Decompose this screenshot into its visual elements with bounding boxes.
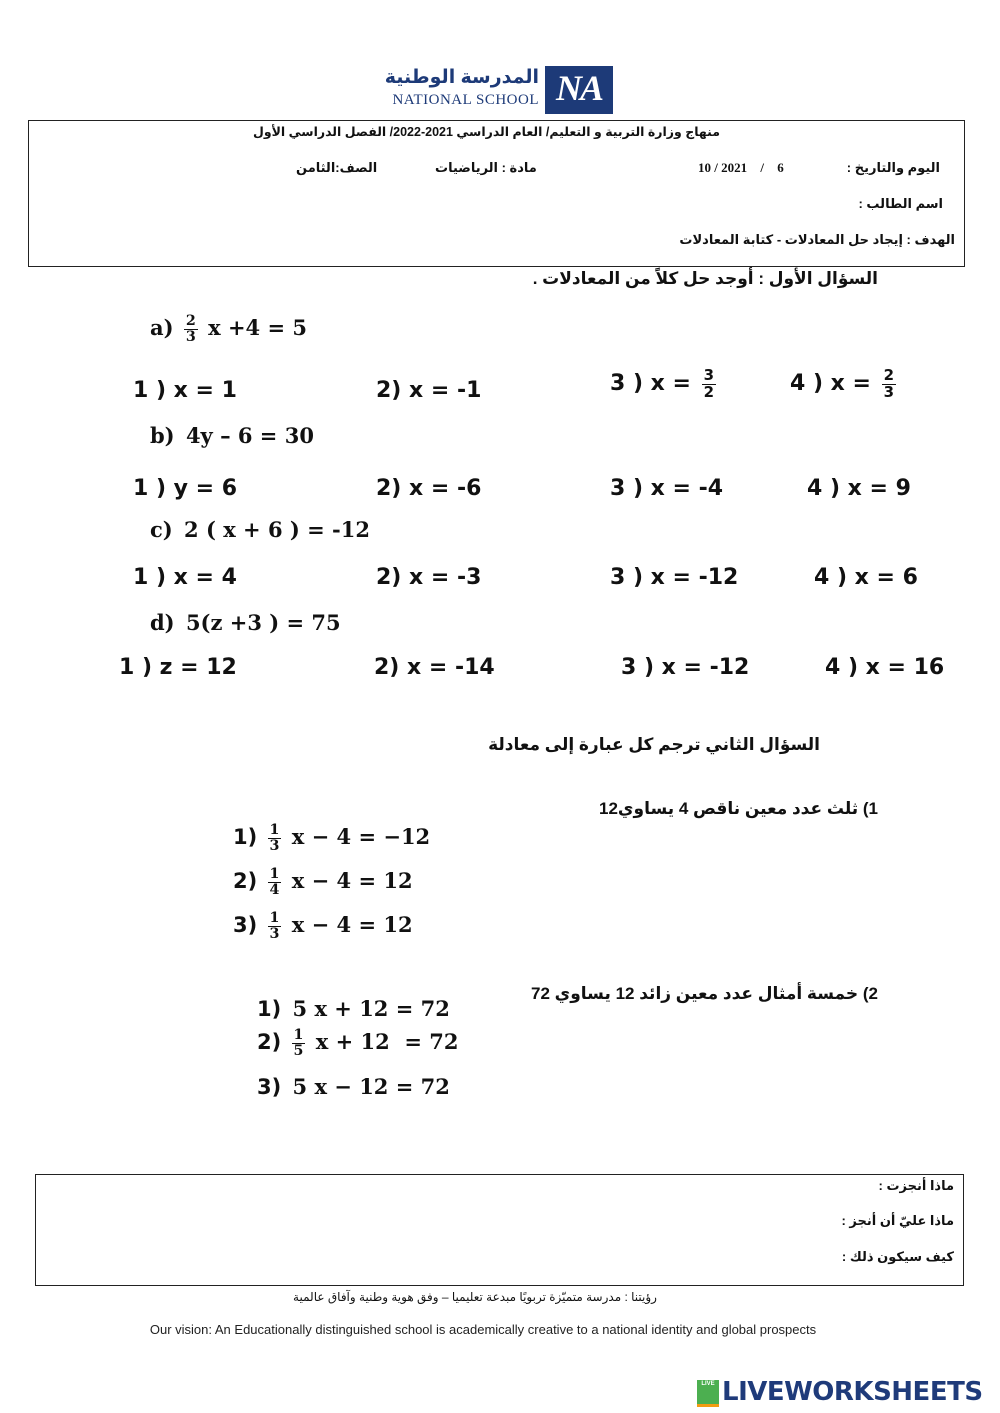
- reflection-box: [35, 1174, 964, 1286]
- reflection-todo: ماذا عليّ أن أنجز :: [841, 1213, 954, 1228]
- q1d-option-1[interactable]: 1 ) z = 12: [119, 655, 237, 680]
- q1a-fraction: [184, 314, 198, 345]
- q1c-equation: [150, 517, 370, 542]
- brand-badge: LIVE: [697, 1380, 719, 1407]
- q1c-option-1[interactable]: 1 ) x = 4: [133, 565, 237, 590]
- date-separator: /: [760, 160, 764, 175]
- q1b-option-1[interactable]: 1 ) y = 6: [133, 476, 238, 501]
- q1b-equation: [150, 423, 314, 448]
- reflection-achieved: ماذا أنجزت :: [878, 1178, 954, 1193]
- q2-1-option-1[interactable]: 1) $\frac{1}{3}$ x − 4 = −12: [233, 822, 431, 854]
- q1a-option-4-fraction: $\frac{2}{3}$: [883, 366, 895, 401]
- grade-label: الصف:الثامن: [296, 160, 378, 175]
- logo-english-name: NATIONAL SCHOOL: [392, 92, 539, 108]
- q1d-expr: 5(z +3 ) = 75: [185, 610, 341, 635]
- q1a-frac-den: 3: [185, 328, 196, 345]
- q1a-option-3[interactable]: 3 ) x = $\frac{3}{2}$: [610, 366, 715, 401]
- reflection-how: كيف سيكون ذلك :: [841, 1249, 954, 1264]
- question-2-title: السؤال الثاني ترجم كل عبارة إلى معادلة: [488, 735, 820, 754]
- q1a-equation: [150, 314, 307, 345]
- q2-2-option-3[interactable]: 3) 5 x − 12 = 72: [257, 1074, 450, 1099]
- q1a-frac-num: 2: [185, 313, 196, 329]
- q1a-label: a): [150, 314, 174, 340]
- q1c-option-4[interactable]: 4 ) x = 6: [814, 565, 918, 590]
- q2-statement-1: 1) ثلث عدد معين ناقص 4 يساوي12: [599, 799, 878, 818]
- q1c-label: c): [150, 517, 173, 542]
- lesson-goal: الهدف : إيجاد حل المعادلات - كتابة المعادلات: [679, 232, 955, 247]
- date-label: اليوم والتاريخ :: [846, 160, 940, 175]
- q1b-label: b): [150, 423, 175, 448]
- logo-monogram: NA: [555, 68, 602, 108]
- vision-arabic: رؤيتنا : مدرسة متميّزة تربويًا مبدعة تعليميا – وفق هوية وطنية وآفاق عالمية: [293, 1290, 657, 1304]
- q1a-option-1[interactable]: 1 ) x = 1: [133, 378, 237, 403]
- q2-2-option-2[interactable]: 2) $\frac{1}{5}$ x + 12 = 72: [257, 1027, 459, 1059]
- q1d-option-3[interactable]: 3 ) x = -12: [621, 655, 750, 680]
- q2-2-option-1[interactable]: 1) 5 x + 12 = 72: [257, 996, 450, 1021]
- student-name-label: اسم الطالب :: [858, 196, 943, 211]
- vision-english: Our vision: An Educationally distinguished school is academically creative to a national identity and global prospects: [149, 1322, 817, 1337]
- q1b-option-4[interactable]: 4 ) x = 9: [807, 476, 911, 501]
- liveworksheets-brand: [697, 1378, 995, 1408]
- question-1-title: السؤال الأول : أوجد حل كلاً من المعادلات .: [532, 269, 878, 288]
- q1d-option-4[interactable]: 4 ) x = 16: [825, 655, 945, 680]
- date-rest: 10 / 2021: [698, 160, 748, 175]
- q1c-option-3[interactable]: 3 ) x = -12: [610, 565, 739, 590]
- q2-2-option-2-fraction: $\frac{1}{5}$: [293, 1027, 304, 1059]
- q1a-option-2[interactable]: 2) x = -1: [376, 378, 482, 403]
- q1b-option-3[interactable]: 3 ) x = -4: [610, 476, 724, 501]
- brand-wordmark: LIVEWORKSHEETS: [722, 1377, 983, 1407]
- logo-mark: [545, 66, 613, 114]
- q2-1-option-3-fraction: $\frac{1}{3}$: [269, 910, 280, 942]
- q1b-expr: 4y – 6 = 30: [185, 423, 314, 448]
- q2-1-option-3[interactable]: 3) $\frac{1}{3}$ x − 4 = 12: [233, 910, 413, 942]
- q1c-option-2[interactable]: 2) x = -3: [376, 565, 482, 590]
- q2-1-option-2[interactable]: 2) $\frac{1}{4}$ x − 4 = 12: [233, 866, 413, 898]
- q2-1-option-1-fraction: $\frac{1}{3}$: [269, 822, 280, 854]
- subject-label: مادة : الرياضيات: [435, 160, 537, 175]
- q1d-option-2[interactable]: 2) x = -14: [374, 655, 495, 680]
- date-day: 6: [777, 160, 784, 175]
- q1c-expr: 2 ( x + 6 ) = -12: [184, 517, 370, 542]
- q1b-option-2[interactable]: 2) x = -6: [376, 476, 482, 501]
- q1d-equation: [150, 610, 341, 635]
- q2-1-option-2-fraction: $\frac{1}{4}$: [269, 866, 280, 898]
- q1a-option-4[interactable]: 4 ) x = $\frac{2}{3}$: [790, 366, 895, 401]
- school-logo: [384, 66, 613, 116]
- curriculum-line: منهاج وزارة التربية و التعليم/ العام الدراسي 2021-2022/ الفصل الدراسي الأول: [252, 125, 720, 139]
- date-value: [698, 160, 784, 176]
- q1a-rest: x +4 = 5: [208, 314, 307, 340]
- q1d-label: d): [150, 610, 175, 635]
- logo-arabic-name: المدرسة الوطنية: [384, 67, 539, 88]
- q1a-option-3-fraction: $\frac{3}{2}$: [703, 366, 715, 401]
- q2-statement-2: 2) خمسة أمثال عدد معين زائد 12 يساوي 72: [531, 984, 878, 1003]
